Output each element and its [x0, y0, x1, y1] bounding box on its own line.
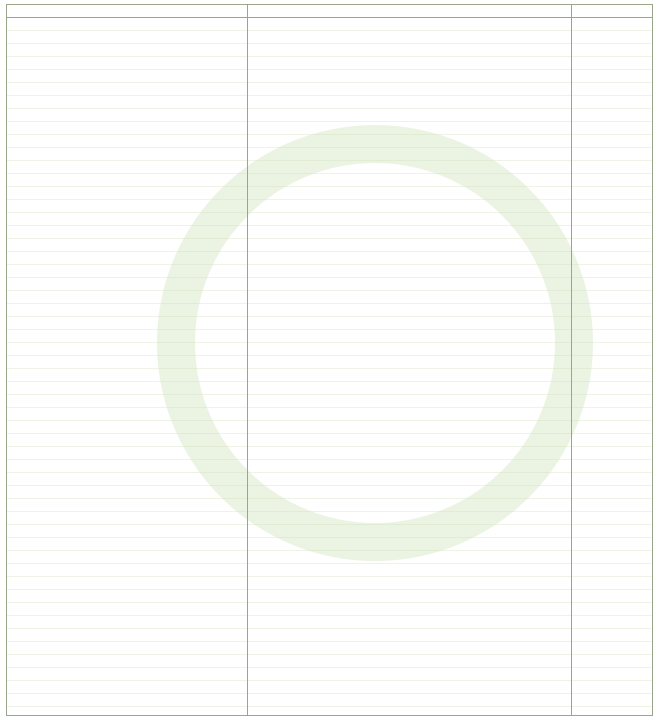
header-column-2: [248, 5, 572, 17]
header-column-1: [7, 5, 248, 17]
table-header: [7, 5, 652, 18]
table-column-1: [7, 17, 248, 715]
table-column-2: [248, 17, 572, 715]
table-body: [7, 17, 652, 715]
document-page: [6, 4, 653, 716]
header-column-3: [572, 5, 652, 17]
table-column-3: [572, 17, 652, 715]
